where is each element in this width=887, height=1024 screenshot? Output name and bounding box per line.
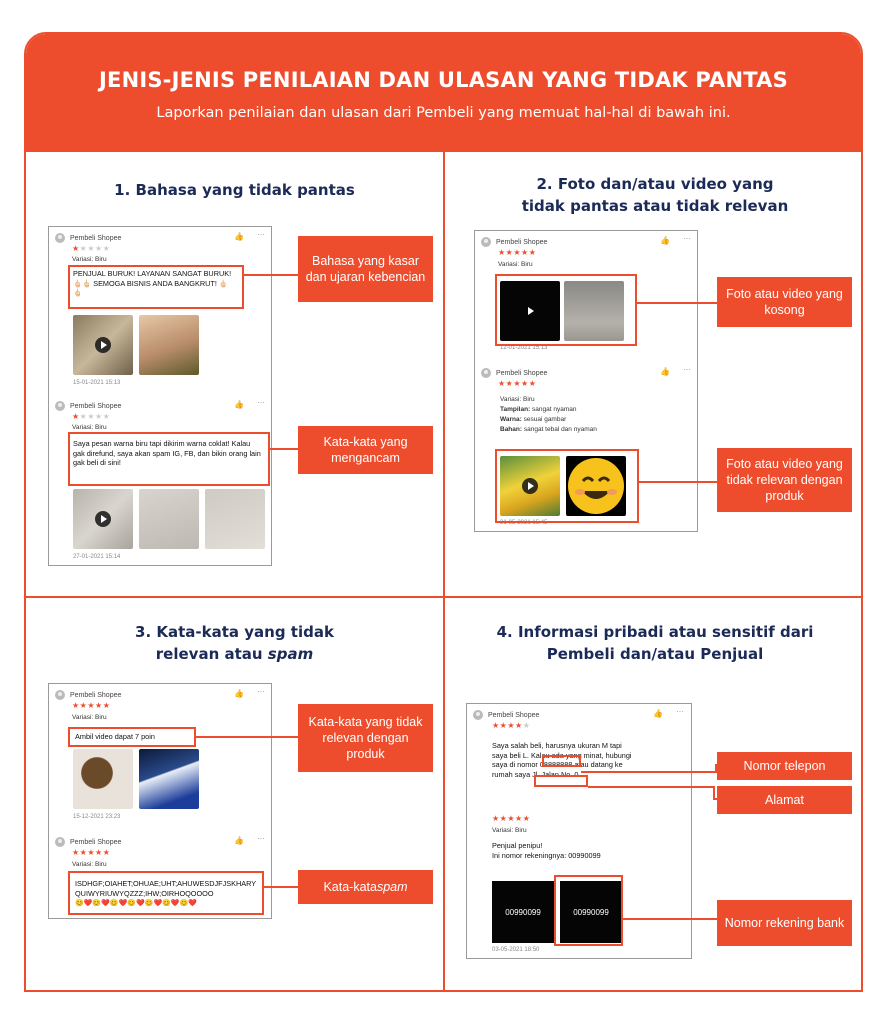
section-4-title-line1: 4. Informasi pribadi atau sensitif dari (496, 623, 814, 641)
infographic-frame (24, 32, 863, 992)
thumbs-up-icon[interactable]: 👍 (234, 232, 244, 241)
review-emoji: 😊❤️😊❤️😊❤️😊❤️😊❤️😊❤️😊❤️ (75, 900, 198, 907)
review-photo[interactable] (139, 315, 199, 375)
highlight-box-address (534, 775, 588, 787)
review-line: Penjual penipu! (492, 841, 543, 850)
review-photo[interactable] (139, 749, 199, 809)
highlight-box (68, 432, 270, 486)
connector-line (623, 918, 717, 920)
callout-spam: spam (376, 880, 408, 894)
connector-line (639, 481, 717, 483)
reviewer-name: Pembeli Shopee (70, 402, 122, 410)
page-title: JENIS-JENIS PENILAIAN DAN ULASAN YANG TIDAK PANTAS (99, 68, 788, 92)
star-rating: ★★★★★ (492, 721, 531, 730)
highlight-box (68, 727, 196, 747)
more-icon[interactable]: ··· (683, 365, 691, 374)
thumbs-up-icon[interactable]: 👍 (653, 709, 663, 718)
review-text (492, 741, 688, 779)
highlight-box (495, 274, 637, 346)
review-attribute-bahan (500, 426, 597, 433)
highlight-box-phone (539, 755, 581, 769)
connector-line (637, 302, 717, 304)
page-subtitle: Laporkan penilaian dan ulasan dari Pembeli yang memuat hal-hal di bawah ini. (156, 105, 731, 121)
thumbs-up-icon[interactable]: 👍 (234, 836, 244, 845)
star-rating: ★★★★★ (72, 848, 111, 857)
address-text: Jl. Jalan No. 0 (532, 769, 579, 779)
review-variasi: Variasi: Biru (492, 827, 527, 834)
review-variasi: Variasi: Biru (72, 861, 107, 868)
section-1-title: 1. Bahasa yang tidak pantas (114, 181, 355, 199)
header-banner (26, 34, 861, 152)
review-text-part: saya di nomor (492, 760, 540, 769)
more-icon[interactable]: ··· (683, 234, 691, 243)
review-date: 15-12-2021 23:23 (73, 814, 121, 820)
reviewer-name: Pembeli Shopee (496, 238, 548, 246)
review-date: 03-05-2021 18:50 (492, 947, 540, 953)
callout-empty-media: Foto atau video yang kosong (717, 277, 852, 327)
callout-irrelevant-media: Foto atau video yang tidak relevan dengan produk (717, 448, 852, 512)
play-icon[interactable] (95, 337, 111, 353)
star-rating: ★★★★★ (498, 379, 537, 388)
attribute-label: Bahan: (500, 426, 523, 433)
more-icon[interactable]: ··· (676, 707, 684, 716)
more-icon[interactable]: ··· (257, 834, 265, 843)
review-text: ISDHGF;OIAHET;OHUAE;UHT;AHUWESDJFJSKHARYQUIWYRIUWYQZZZ;IHW;OIRHOQOOOO (75, 879, 257, 898)
connector-line (581, 771, 717, 773)
avatar-icon (481, 368, 491, 378)
review-header (473, 710, 539, 720)
section-4-title-line2: Pembeli dan/atau Penjual (546, 645, 764, 663)
thumbs-up-icon[interactable]: 👍 (660, 236, 670, 245)
review-photo[interactable] (139, 489, 199, 549)
callout-text: Kata-kata (323, 880, 377, 894)
more-icon[interactable]: ··· (257, 687, 265, 696)
section-3-title-line2 (26, 643, 443, 665)
avatar-icon (55, 690, 65, 700)
review-photo[interactable] (73, 749, 133, 809)
review-date: 12-01-2021 15:13 (500, 345, 548, 351)
bank-account-photo[interactable]: 00990099 (492, 881, 554, 943)
star-rating: ★★★★★ (72, 701, 111, 710)
review-photo[interactable] (205, 489, 265, 549)
review-text: PENJUAL BURUK! LAYANAN SANGAT BURUK! 🖕🏻🖕🏻 SEMOGA BISNIS ANDA BANGKRUT! 🖕🏻🖕🏻 (73, 269, 232, 297)
callout-phone-number: Nomor telepon (717, 752, 852, 780)
callout-threatening-words: Kata-kata yang mengancam (298, 426, 433, 474)
highlight-box (495, 449, 639, 523)
reviewer-name: Pembeli Shopee (496, 369, 548, 377)
star-rating: ★★★★★ (72, 244, 111, 253)
review-video-thumbnail[interactable] (73, 315, 133, 375)
connector-line (244, 274, 298, 276)
section-3-title (26, 621, 443, 665)
avatar-icon (55, 837, 65, 847)
highlight-box (68, 265, 244, 309)
review-header (55, 690, 121, 700)
review-date: 15-01-2021 15:13 (73, 380, 121, 386)
section-2-title-line1: 2. Foto dan/atau video yang (536, 175, 774, 193)
reviewer-name: Pembeli Shopee (70, 691, 122, 699)
section-3-title-text: relevan atau (155, 645, 268, 663)
review-attribute-warna (500, 416, 566, 423)
thumbs-up-icon[interactable]: 👍 (660, 367, 670, 376)
reviewer-name: Pembeli Shopee (70, 234, 122, 242)
review-line: Ini nomor rekeningnya: 00990099 (492, 850, 601, 860)
callout-bank-account: Nomor rekening bank (717, 900, 852, 946)
review-variasi: Variasi: Biru (498, 261, 533, 268)
more-icon[interactable]: ··· (257, 230, 265, 239)
avatar-icon (473, 710, 483, 720)
callout-spam-words (298, 870, 433, 904)
thumbs-up-icon[interactable]: 👍 (234, 689, 244, 698)
phone-number: 08888888 (539, 760, 573, 769)
section-2-title-line2: tidak pantas atau tidak relevan (521, 197, 789, 215)
attribute-value: sangat nyaman (532, 406, 577, 413)
highlight-box-bank (554, 875, 623, 946)
more-icon[interactable]: ··· (257, 398, 265, 407)
callout-address: Alamat (717, 786, 852, 814)
reviewer-name: Pembeli Shopee (488, 711, 540, 719)
divider-horizontal (26, 596, 861, 598)
section-3-title-line1: 3. Kata-kata yang tidak (135, 623, 334, 641)
section-2-title (445, 173, 863, 217)
star-rating: ★★★★★ (492, 814, 531, 823)
review-header (481, 237, 547, 247)
section-3-title-spam: spam (267, 645, 314, 663)
connector-line (588, 786, 715, 788)
connector-line (264, 886, 298, 888)
review-video-thumbnail[interactable] (73, 489, 133, 549)
attribute-value: sesuai gambar (523, 416, 567, 423)
attribute-label: Warna: (500, 416, 522, 423)
avatar-icon (55, 401, 65, 411)
attribute-value: sangat tebal dan nyaman (523, 426, 597, 433)
star-rating: ★★★★★ (72, 412, 111, 421)
review-attribute-tampilan (500, 406, 576, 413)
connector-line (196, 736, 298, 738)
review-header (55, 837, 121, 847)
callout-irrelevant-words: Kata-kata yang tidak relevan dengan produk (298, 704, 433, 772)
highlight-box (68, 871, 264, 915)
thumbs-up-icon[interactable]: 👍 (234, 400, 244, 409)
review-variasi: Variasi: Biru (72, 424, 107, 431)
review-header (55, 401, 121, 411)
review-text (492, 841, 601, 860)
review-variasi: Variasi: Biru (72, 714, 107, 721)
review-header (55, 233, 121, 243)
review-header (481, 368, 547, 378)
divider-vertical (443, 152, 445, 992)
review-text: Saya pesan warna biru tapi dikirim warna coklat! Kalau gak direfund, saya akan spam IG, FB, dan bikin orang lain gak beli di sini! (73, 439, 261, 467)
section-4-title (445, 621, 863, 665)
connector-line (270, 448, 298, 450)
bank-account-photo[interactable]: 00990099 (560, 881, 622, 943)
star-rating: ★★★★★ (498, 248, 537, 257)
review-line: Saya salah beli, harusnya ukuran M tapi (492, 741, 622, 750)
review-line: saya beli L. Kalau ada yang minat, hubungi (492, 750, 632, 760)
review-date: 31-05-2021 15:45 (500, 520, 548, 526)
avatar-icon (55, 233, 65, 243)
review-variasi: Variasi: Biru (500, 396, 535, 403)
review-text-part: rumah saya (492, 769, 533, 779)
play-icon[interactable] (95, 511, 111, 527)
review-date: 27-01-2021 15:14 (73, 554, 121, 560)
review-text: Ambil video dapat 7 poin (75, 732, 155, 741)
callout-offensive-language: Bahasa yang kasar dan ujaran kebencian (298, 236, 433, 302)
review-variasi: Variasi: Biru (72, 256, 107, 263)
review-text-part: atau datang ke (572, 760, 623, 769)
reviewer-name: Pembeli Shopee (70, 838, 122, 846)
review-line (492, 760, 688, 770)
attribute-label: Tampilan: (500, 406, 531, 413)
avatar-icon (481, 237, 491, 247)
